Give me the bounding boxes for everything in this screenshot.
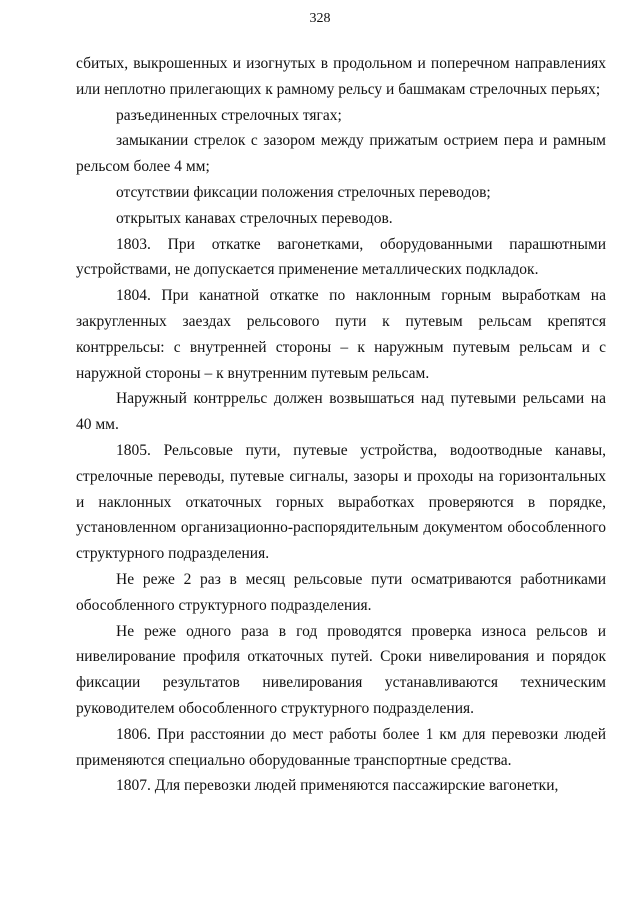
paragraph-1805: 1805. Рельсовые пути, путевые устройства, водоотводные канавы, стрелочные переводы, путевые сигналы, зазоры и проходы на горизонтальных и наклонных откаточных горных выработках проверяются в порядке, установленном организационно-распорядительным документом обособленного структурного подразделения. — [76, 441, 606, 563]
page-number: 328 — [309, 11, 331, 26]
paragraph-1804: 1804. При канатной откатке по наклонным горным выработкам на закругленных заездах рельсового пути к путевым рельсам крепятся контррельсы: с внутренней стороны – к наружным путевым рельсам и с наружной стороны – к внутренним путевым рельсам. — [76, 287, 606, 382]
paragraph-inspection: Не реже 2 раз в месяц рельсовые пути осматриваются работниками обособленного структурного подразделения. — [76, 570, 606, 614]
paragraph-5: открытых канавах стрелочных переводов. — [116, 209, 393, 227]
paragraph-1: сбитых, выкрошенных и изогнутых в продольном и поперечном направлениях или неплотно прилегающих к рамному рельсу и башмакам стрелочных перьях; — [76, 55, 606, 98]
paragraph-3: замыкании стрелок с зазором между прижатым острием пера и рамным рельсом более 4 мм; — [76, 132, 606, 176]
paragraph-1803: 1803. При откатке вагонетками, оборудованными парашютными устройствами, не допускается применение металлических подкладок. — [76, 235, 606, 279]
paragraph-1806: 1806. При расстоянии до мест работы более 1 км для перевозки людей применяются специально оборудованные транспортные средства. — [76, 725, 606, 769]
paragraph-leveling: Не реже одного раза в год проводятся проверка износа рельсов и нивелирование профиля откаточных путей. Сроки нивелирования и порядок фиксации результатов нивелирования устанавливаются техническим руководителем обособленного структурного подразделения. — [76, 622, 606, 717]
paragraph-1807: 1807. Для перевозки людей применяются пассажирские вагонетки, — [116, 777, 559, 795]
document-body — [76, 51, 606, 799]
paragraph-contrrail: Наружный контррельс должен возвышаться над путевыми рельсами на 40 мм. — [76, 390, 606, 434]
paragraph-2: разъединенных стрелочных тягах; — [116, 106, 342, 124]
paragraph-4: отсутствии фиксации положения стрелочных переводов; — [116, 183, 491, 201]
